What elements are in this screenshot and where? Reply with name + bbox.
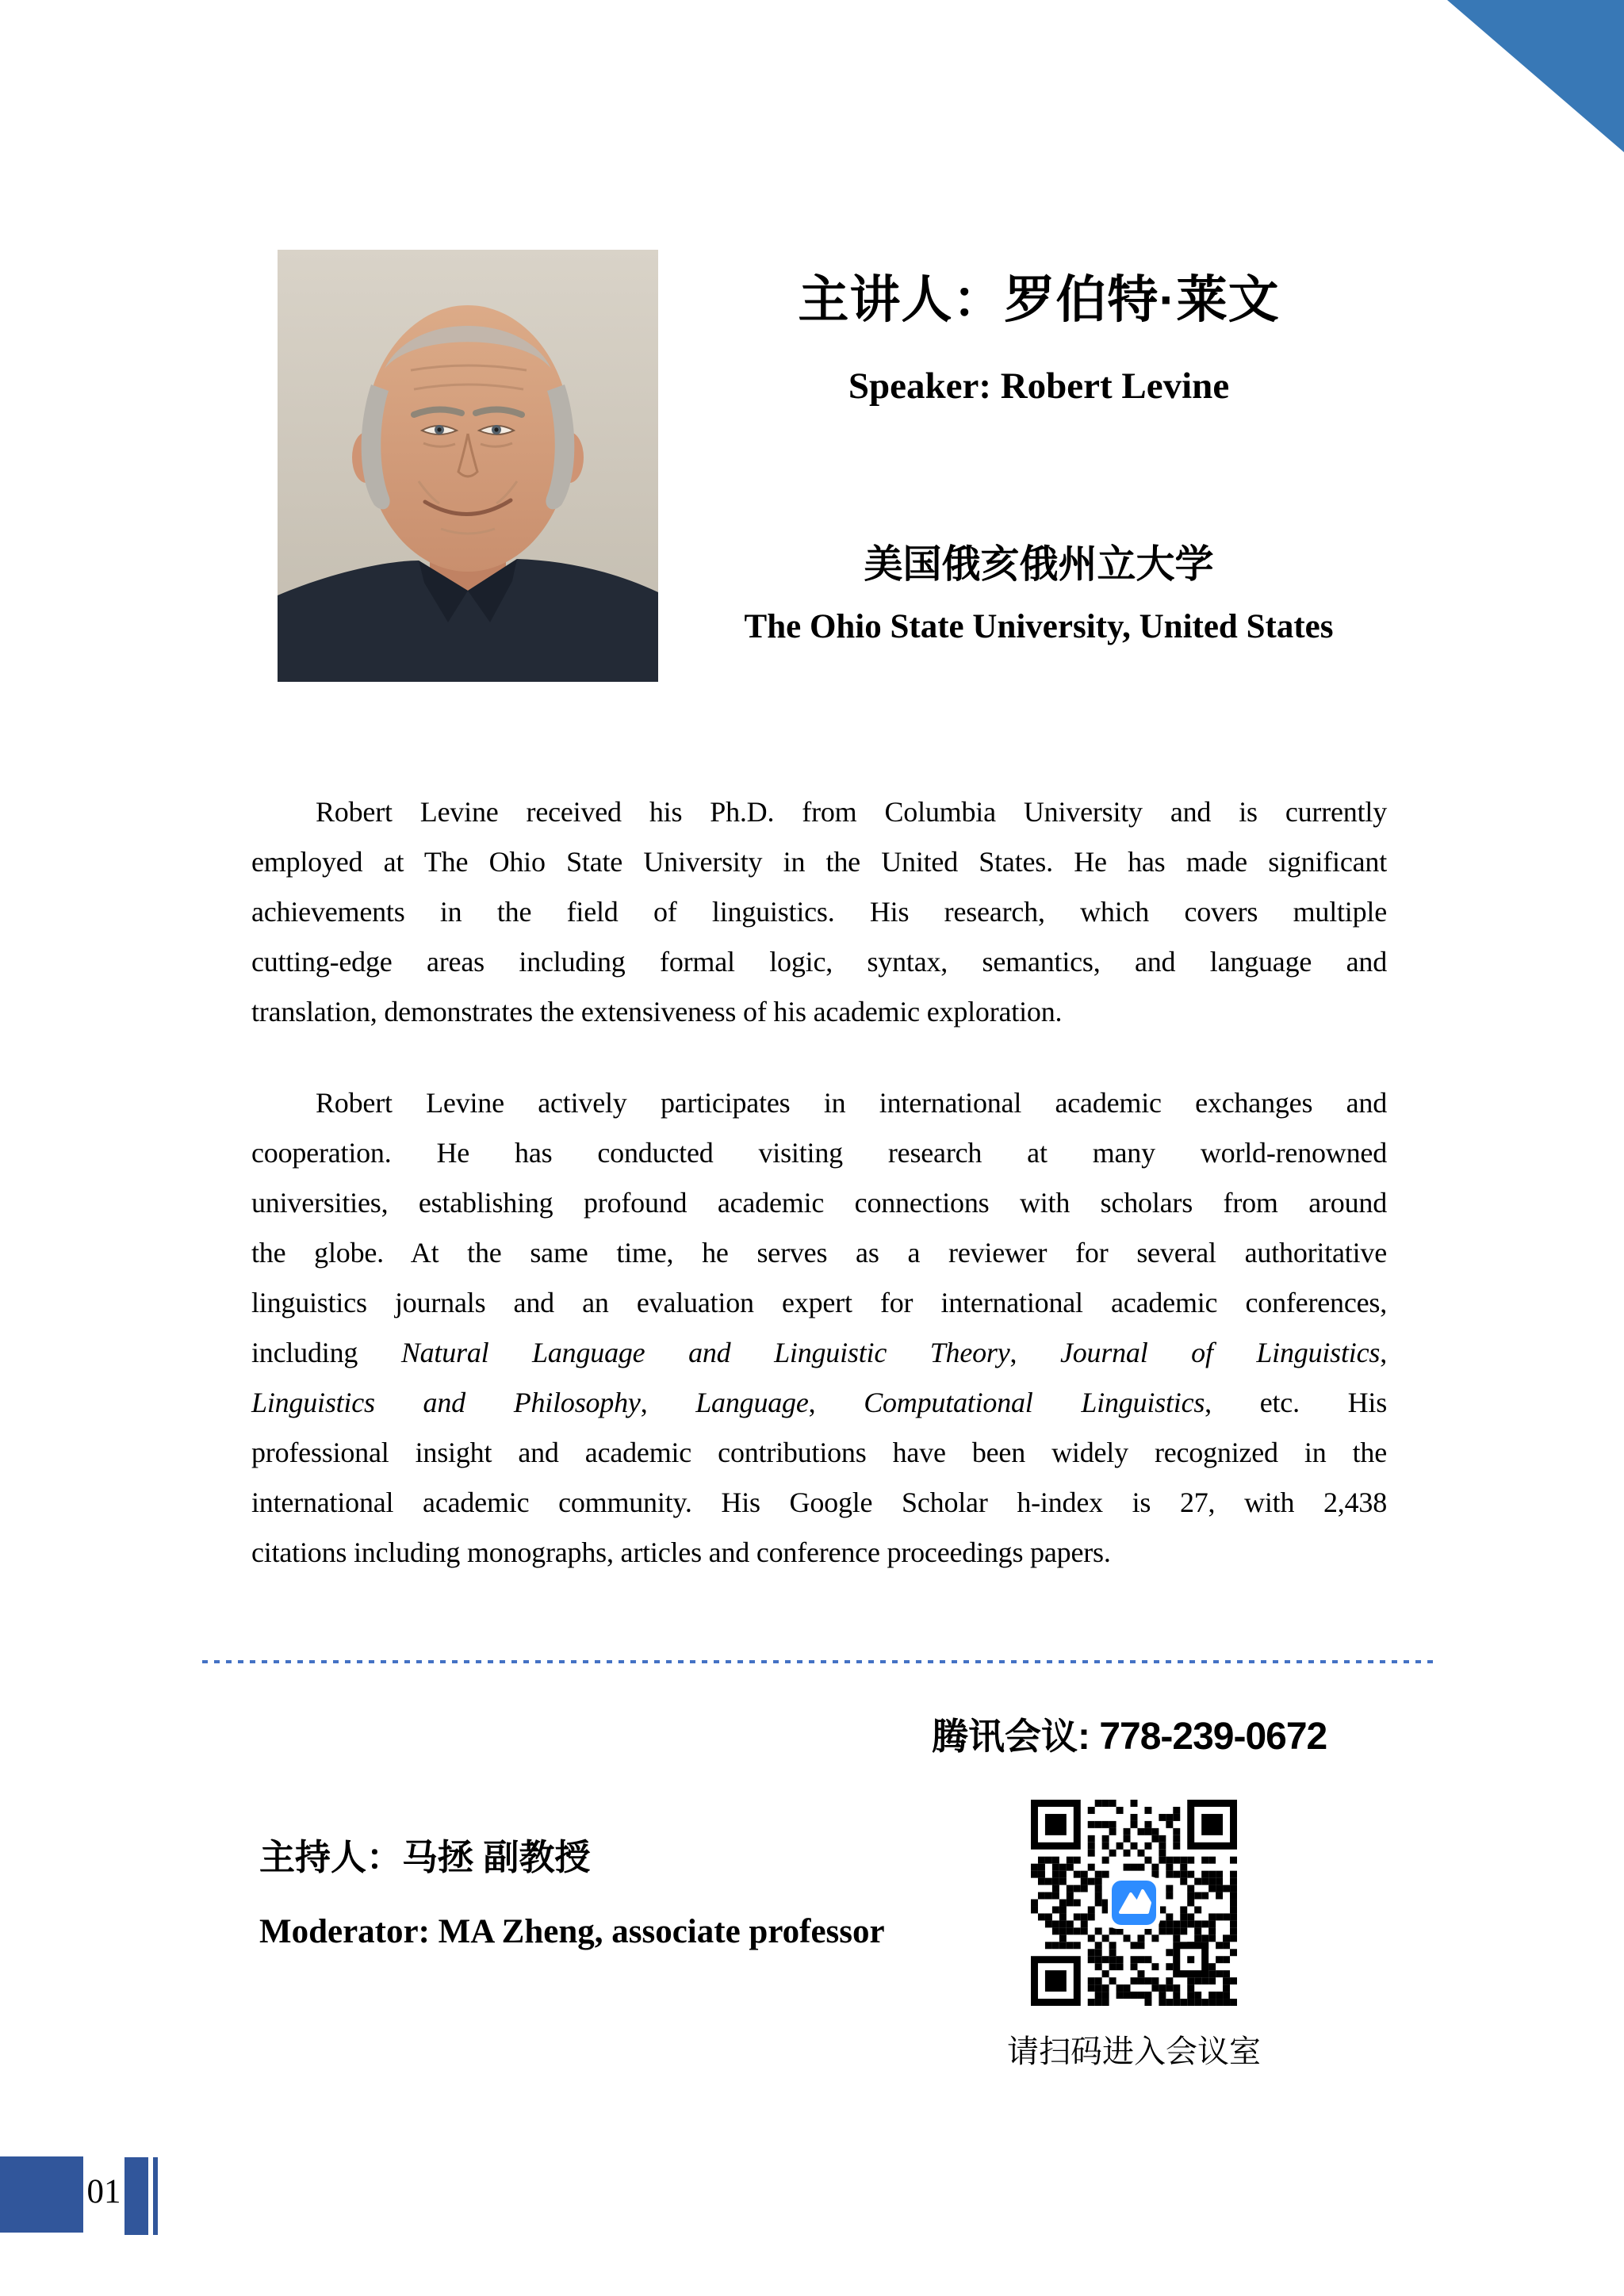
bio-line: employed at The Ohio State University in the United States. He has made significant: [251, 846, 1387, 878]
journal-title: Linguistics and Philosophy: [251, 1387, 641, 1418]
bio-text-run: ,: [1380, 1337, 1387, 1368]
dashed-divider: [202, 1659, 1439, 1665]
journal-title: Language: [695, 1387, 809, 1418]
speaker-title-cn: 主讲人：罗伯特·莱文: [798, 271, 1280, 328]
bio-text-run: ,: [1009, 1337, 1060, 1368]
bio-paragraph-1: [251, 787, 1387, 1037]
bio-text-run: ,: [808, 1387, 864, 1418]
moderator-line-en: Moderator: MA Zheng, associate professor: [259, 1913, 885, 1950]
bio-line: achievements in the field of linguistics. His research, which covers multiple: [251, 896, 1387, 928]
bio-line: universities, establishing profound academic connections with scholars from around: [251, 1187, 1387, 1219]
bio-line: Robert Levine actively participates in international academic exchanges and: [316, 1087, 1387, 1119]
bio-line: international academic community. His Google Scholar h-index is 27, with 2,438: [251, 1487, 1387, 1518]
bio-line: professional insight and academic contributions have been widely recognized in the: [251, 1437, 1387, 1468]
meeting-separator: :: [1078, 1716, 1100, 1758]
bio-line: cooperation. He has conducted visiting research at many world-renowned: [251, 1137, 1387, 1169]
bio-text-run: ,: [640, 1387, 696, 1418]
meeting-qr-code: [1031, 1800, 1237, 2006]
speaker-photo: [278, 250, 658, 682]
footer-accent-bar-thin: [153, 2157, 158, 2235]
speaker-title-en: Speaker: Robert Levine: [848, 365, 1230, 407]
affiliation-en: The Ohio State University, United States: [744, 608, 1334, 645]
journal-title: Journal of Linguistics: [1059, 1337, 1381, 1368]
meeting-info: [932, 1708, 1327, 1760]
bio-line: linguistics journals and an evaluation expert for international academic conferences,: [251, 1287, 1387, 1318]
meeting-label: 腾讯会议: [932, 1716, 1078, 1757]
footer-accent-bar: [124, 2157, 148, 2235]
bio-line: [251, 1328, 1387, 1378]
bio-text-run: including: [251, 1337, 401, 1368]
journal-title: Computational Linguistics: [864, 1387, 1205, 1418]
bio-text-run: , etc. His: [1205, 1387, 1388, 1418]
meeting-id: 778-239-0672: [1099, 1716, 1327, 1758]
bio-line: cutting-edge areas including formal logic, syntax, semantics, and language and: [251, 946, 1387, 978]
journal-title: Natural Language and Linguistic Theory: [400, 1337, 1010, 1368]
bio-line: the globe. At the same time, he serves as a reviewer for several authoritative: [251, 1237, 1387, 1269]
footer-accent-rect: [0, 2156, 83, 2233]
moderator-line-cn: 主持人：马拯 副教授: [259, 1837, 591, 1877]
bio-line: citations including monographs, articles and conference proceedings papers.: [251, 1536, 1111, 1568]
page-number: 01: [86, 2173, 121, 2210]
corner-triangle-decoration: [1447, 0, 1624, 152]
qr-scan-hint: 请扫码进入会议室: [1007, 2034, 1261, 2069]
bio-paragraph-2: [251, 1078, 1387, 1578]
bio-line: translation, demonstrates the extensiveness of his academic exploration.: [251, 996, 1063, 1027]
bio-line: [251, 1378, 1387, 1428]
affiliation-cn: 美国俄亥俄州立大学: [864, 543, 1214, 586]
bio-line: Robert Levine received his Ph.D. from Columbia University and is currently: [316, 796, 1387, 828]
